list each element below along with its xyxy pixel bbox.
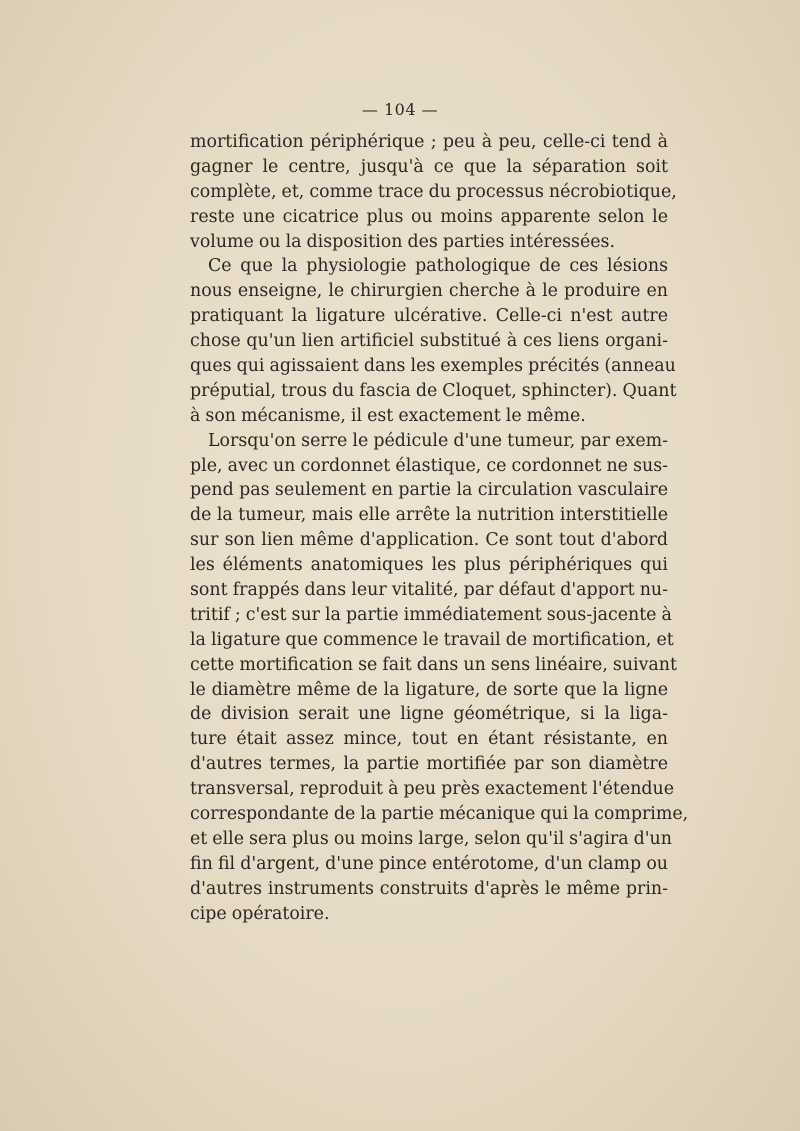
text-line: nous enseigne, le chirurgien cherche à le produire en [190,281,668,302]
text-line: tritif ; c'est sur la partie immédiatement sous-jacente à [190,604,672,625]
text-line: la ligature que commence le travail de mortification, et [190,629,674,650]
text-line: de la tumeur, mais elle arrête la nutrition interstitielle [190,505,668,526]
text-line: et elle sera plus ou moins large, selon qu'il s'agira d'un [190,828,672,849]
text-line: le diamètre même de la ligature, de sorte que la ligne [190,679,668,700]
text-line: correspondante de la partie mécanique qui la comprime, [190,804,689,825]
text-line: Lorsqu'on serre le pédicule d'une tumeur, par exem- [208,430,668,451]
text-line: sont frappés dans leur vitalité, par défaut d'apport nu- [190,580,668,601]
text-line: reste une cicatrice plus ou moins apparente selon le [190,206,668,227]
text-line: à son mécanisme, il est exactement le même. [190,405,586,426]
text-line: volume ou la disposition des parties intéressées. [190,231,615,252]
text-line: de division serait une ligne géométrique, si la liga- [190,704,668,725]
text-line: ture était assez mince, tout en étant résistante, en [190,729,668,750]
text-line: les éléments anatomiques les plus périphériques qui [190,555,668,576]
text-line: cette mortification se fait dans un sens linéaire, suivant [190,654,677,675]
text-line: d'autres instruments construits d'après le même prin- [190,878,668,899]
text-line: transversal, reproduit à peu près exactement l'étendue [190,779,675,800]
text-line: ques qui agissaient dans les exemples précités (anneau [190,356,676,377]
text-line: cipe opératoire. [190,903,330,924]
text-line: pratiquant la ligature ulcérative. Celle-ci n'est autre [190,306,668,327]
text-line: sur son lien même d'application. Ce sont tout d'abord [190,530,668,551]
text-line: fin fil d'argent, d'une pince entérotome, d'un clamp ou [190,853,668,874]
text-line: mortification périphérique ; peu à peu, celle-ci tend à [190,132,668,152]
text-line: d'autres termes, la partie mortifiée par son diamètre [190,754,668,775]
body-text [190,130,689,927]
text-line: préputial, trous du fascia de Cloquet, sphincter). Quant [190,380,677,401]
text-line: chose qu'un lien artificiel substitué à ces liens organi- [190,331,668,352]
text-line: Ce que la physiologie pathologique de ces lésions [208,256,668,277]
page-number: — 104 — [361,100,439,119]
text-line: pend pas seulement en partie la circulation vasculaire [190,480,668,501]
text-line: ple, avec un cordonnet élastique, ce cordonnet ne sus- [190,455,668,476]
text-line: gagner le centre, jusqu'à ce que la séparation soit [190,156,668,177]
text-line: complète, et, comme trace du processus nécrobiotique, [190,181,677,202]
